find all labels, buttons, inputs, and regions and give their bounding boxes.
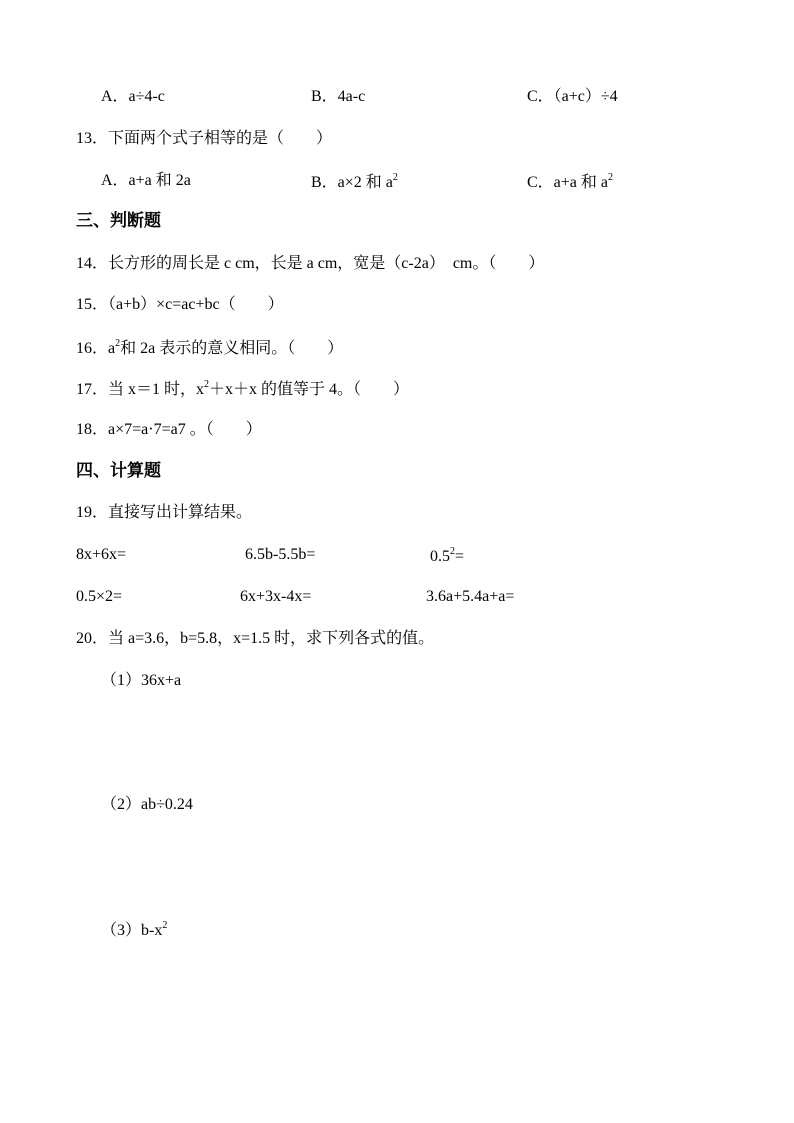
q19-r1c2: 6.5b-5.5b= xyxy=(245,546,316,563)
q16-text xyxy=(76,339,343,357)
q14-text: 14．长方形的周长是 c cm，长是 a cm，宽是（c-2a） cm。（ ） xyxy=(76,255,545,272)
q19-r2c3: 3.6a+5.4a+a= xyxy=(426,588,515,605)
q13-option-a: A．a+a 和 2a xyxy=(101,172,191,189)
q13-option-c-sup: 2 xyxy=(608,172,614,183)
q20-part-2: （2）ab÷0.24 xyxy=(101,796,193,813)
q19-r1c3-sup: 2 xyxy=(450,546,455,557)
q19-r1c3-base: 0.5 xyxy=(430,548,450,565)
q20-part-3 xyxy=(101,921,167,939)
q17-pre: 17．当 x＝1 时，x xyxy=(76,381,205,398)
q13-option-c-base: C．a+a 和 a xyxy=(527,174,609,191)
q20-part-3-sup: 2 xyxy=(162,920,168,931)
q19-r1c3-post: = xyxy=(455,548,465,565)
q17-sup: 2 xyxy=(204,379,210,390)
q19-r2c2: 6x+3x-4x= xyxy=(240,588,312,605)
q19-r1c1: 8x+6x= xyxy=(76,546,127,563)
q12-option-a: A．a÷4-c xyxy=(101,88,165,105)
q12-option-b: B．4a-c xyxy=(311,88,366,105)
section-4-title: 四、计算题 xyxy=(76,461,161,481)
q13-option-b-base: B．a×2 和 a xyxy=(311,174,393,191)
q19-stem: 19．直接写出计算结果。 xyxy=(76,504,253,521)
q17-text xyxy=(76,380,409,398)
q18-text: 18．a×7=a·7=a7 。（ ） xyxy=(76,421,262,438)
q20-part-1: （1）36x+a xyxy=(101,672,182,689)
q19-r2c1: 0.5×2= xyxy=(76,588,123,605)
q13-option-b-sup: 2 xyxy=(392,172,398,183)
q13-option-c xyxy=(527,173,613,191)
q12-option-c: C．（a+c）÷4 xyxy=(527,88,618,105)
q13-stem: 13．下面两个式子相等的是（ ） xyxy=(76,130,333,147)
q17-post: ＋x＋x 的值等于 4。（ ） xyxy=(209,381,410,398)
q15-text: 15．（a+b）×c=ac+bc（ ） xyxy=(76,296,284,313)
q16-post: 和 2a 表示的意义相同。（ ） xyxy=(120,340,344,357)
q20-part-3-base: （3）b-x xyxy=(101,922,163,939)
section-3-title: 三、判断题 xyxy=(76,211,161,231)
q20-stem: 20．当 a=3.6，b=5.8，x=1.5 时，求下列各式的值。 xyxy=(76,630,435,647)
q16-sup: 2 xyxy=(115,338,121,349)
q16-pre: 16．a xyxy=(76,340,116,357)
q13-option-b xyxy=(311,173,398,191)
q19-r1c3 xyxy=(430,547,464,565)
